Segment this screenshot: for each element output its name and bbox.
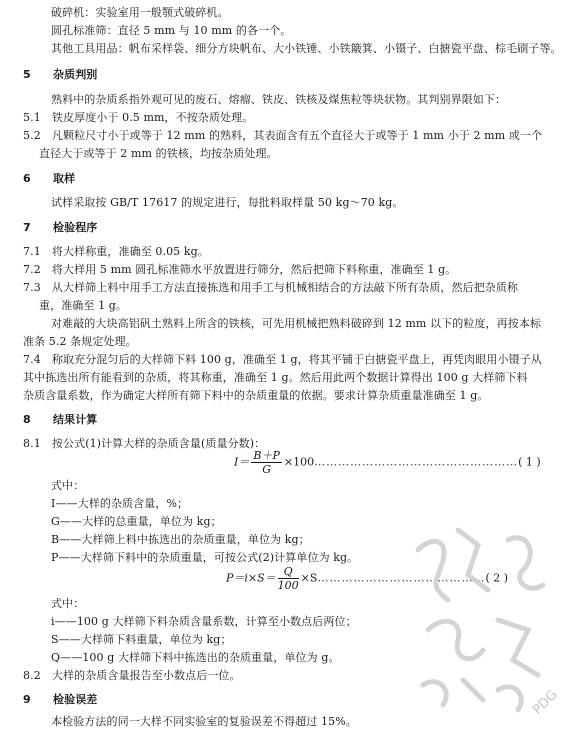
section-title: 检验误差 — [53, 693, 98, 706]
clause-5-2-line2: 直径大于或等于 2 mm 的铁核，均按杂质处理。 — [39, 147, 278, 160]
section-number: 9 — [23, 693, 31, 706]
section-title: 结果计算 — [53, 413, 98, 426]
formula-2-leader: …………………………………… — [317, 571, 486, 585]
formula-2-lhs: P＝i×S＝ — [226, 571, 276, 585]
def-I: I——大样的杂质含量，%； — [51, 497, 189, 510]
section-5-heading — [23, 69, 97, 80]
clause-5-2-line1: 5.2 凡颗粒尺寸小于或等于 12 mm 的熟料，其表面含有五个直径大于或等于 1 mm 小于 2 mm 或一个 — [23, 129, 543, 142]
section-number: 7 — [23, 221, 31, 234]
section-6-paragraph: 试样采取按 GB/T 17617 的规定进行，每批料取样量 50 kg～70 kg。 — [51, 196, 404, 209]
formula-1-number: ( 1 ) — [518, 455, 541, 469]
def-S: S——大样筛下料重量，单位为 kg； — [51, 633, 232, 646]
formula-1-numerator: B＋P — [253, 449, 280, 462]
def-G: G——大样的总重量，单位为 kg； — [51, 515, 222, 528]
section-title: 取样 — [53, 172, 76, 185]
def-i: i——100 g 大样筛下料杂质含量系数，计算至小数点后两位； — [51, 615, 357, 628]
formula-1-lhs: I＝ — [234, 455, 250, 469]
clause-7-2: 7.2 将大样用 5 mm 圆孔标准筛水平放置进行筛分，然后把筛下料称重，准确至 1 g。 — [23, 263, 457, 276]
watermark-text: PDG — [530, 687, 561, 718]
formula-1-fraction — [251, 450, 282, 475]
def-P: P——大样筛下料中的杂质重量，可按公式(2)计算单位为 kg。 — [51, 551, 359, 564]
clause-8-2: 8.2 大样的杂质含量报告至小数点后一位。 — [23, 669, 241, 682]
equipment-tools: 其他工具用品：帆布采样袋、细分方块帆布、大小铁锤、小铁簸箕、小镊子、白搪瓷平盘、棕毛刷子等。 — [51, 42, 562, 55]
section-8-heading — [23, 414, 97, 425]
clause-7-3-line1: 7.3 从大样筛上料中用手工方法直接拣选和用手工与机械相结合的方法敲下所有杂质，然后把杂质称 — [23, 281, 519, 294]
formula-2-denominator: 100 — [277, 579, 299, 592]
formula-1-leader: …………………………………………… — [314, 455, 519, 469]
equipment-sieve: 圆孔标准筛：直径 5 mm 与 10 mm 的各一个。 — [51, 24, 292, 37]
clause-8-1: 8.1 按公式(1)计算大样的杂质含量(质量分数)： — [23, 437, 266, 450]
def-Q: Q——100 g 大样筛下料中拣选出的杂质重量，单位为 g。 — [51, 651, 340, 664]
section-7-note-line2: 准条 5.2 条规定处理。 — [23, 335, 137, 348]
formula-2-number: ( 2 ) — [485, 571, 509, 585]
clause-7-1: 7.1 将大样称重，准确至 0.05 kg。 — [23, 245, 209, 258]
section-number: 8 — [23, 413, 31, 426]
equipment-crusher: 破碎机：实验室用一般颚式破碎机。 — [51, 6, 229, 19]
section-6-heading — [23, 173, 75, 184]
clause-7-4-line1: 7.4 称取充分混匀后的大样筛下料 100 g，准确至 1 g，将其平铺于白搪瓷平盘上，再凭肉眼用小镊子从 — [23, 353, 542, 366]
formula-1-denominator: G — [262, 463, 271, 476]
section-number: 5 — [23, 68, 31, 81]
section-number: 6 — [23, 172, 31, 185]
section-7-heading — [23, 222, 97, 233]
clause-5-1: 5.1 铁皮厚度小于 0.5 mm，不按杂质处理。 — [23, 111, 254, 124]
section-9-paragraph: 本检验方法的同一大样不同实验室的复验误差不得超过 15%。 — [51, 715, 357, 728]
formula-1-rhs: ×100 — [283, 455, 315, 469]
section-title: 检验程序 — [53, 221, 98, 234]
def-B: B——大样筛上料中拣选出的杂质重量，单位为 kg； — [51, 533, 310, 546]
formula-2-fraction — [278, 566, 299, 591]
clause-7-4-line2: 其中拣选出所有能看到的杂质，将其称重，准确至 1 g。然后用此两个数据计算得出 100 g 大样筛下料 — [23, 371, 528, 384]
clause-7-3-line2: 重，准确至 1 g。 — [39, 299, 128, 312]
formula-2-numerator: Q — [278, 566, 299, 579]
section-9-heading — [23, 694, 97, 705]
section-7-note-line1: 对难敲的大块高铝矾土熟料上所含的铁核，可先用机械把熟料破碎到 12 mm 以下的粒度，再按本标 — [51, 317, 542, 330]
where-label-1: 式中： — [51, 479, 85, 492]
formula-2-rhs: ×S — [300, 571, 318, 585]
formula-1 — [234, 450, 541, 475]
clause-7-4-line3: 杂质含量系数，作为确定大样所有筛下料中的杂质重量的依据。要求计算杂质重量准确至 1 g。 — [23, 389, 489, 402]
section-title: 杂质判别 — [53, 68, 98, 81]
where-label-2: 式中： — [51, 597, 85, 610]
section-5-paragraph: 熟料中的杂质系指外观可见的废石、熔瘤、铁皮、铁核及煤焦粒等块状物。其判别界限如下： — [51, 93, 507, 106]
watermark-seal — [388, 500, 578, 730]
